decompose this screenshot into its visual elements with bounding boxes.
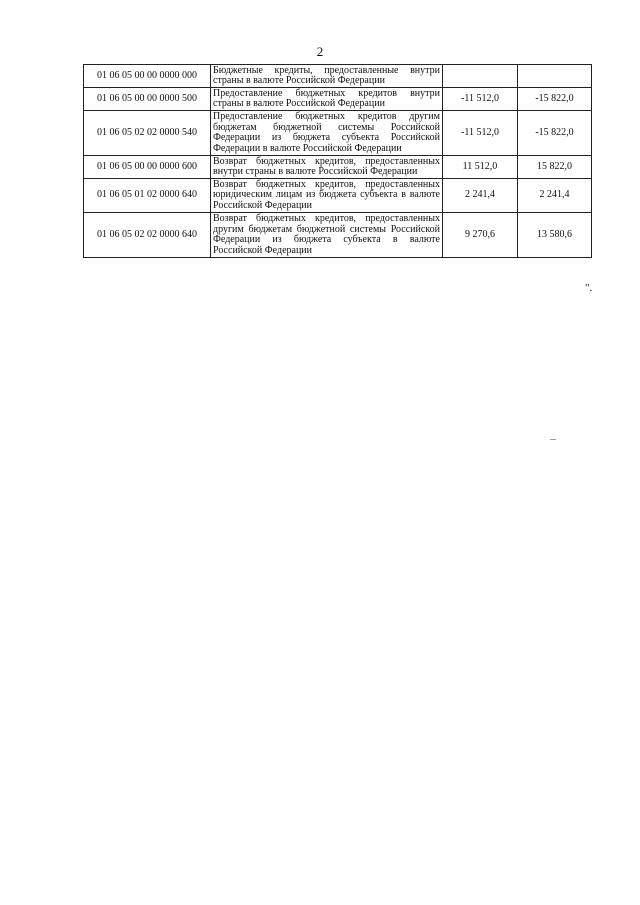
budget-classification-code: 01 06 05 00 00 0000 500 xyxy=(84,88,211,111)
amount-second-year: 2 241,4 xyxy=(518,179,592,213)
amount-second-year: -15 822,0 xyxy=(518,111,592,156)
budget-sources-table xyxy=(83,64,592,258)
amount-second-year: 13 580,6 xyxy=(518,213,592,258)
amount-second-year: -15 822,0 xyxy=(518,88,592,111)
source-name: Возврат бюджетных кредитов, предоставленных другим бюджетам бюджетной системы Российской Федерации из бюджета субъекта в валюте Российской Федерации xyxy=(211,213,443,258)
table-row xyxy=(84,111,592,156)
amount-first-year: -11 512,0 xyxy=(443,88,518,111)
source-name: Возврат бюджетных кредитов, предоставленных юридическим лицам из бюджета субъекта в валюте Российской Федерации xyxy=(211,179,443,213)
amount-first-year: 11 512,0 xyxy=(443,156,518,179)
amount-second-year: 15 822,0 xyxy=(518,156,592,179)
budget-classification-code: 01 06 05 00 00 0000 000 xyxy=(84,65,211,88)
amount-second-year xyxy=(518,65,592,88)
budget-classification-code: 01 06 05 02 02 0000 640 xyxy=(84,213,211,258)
budget-classification-code: 01 06 05 02 02 0000 540 xyxy=(84,111,211,156)
closing-quote: ". xyxy=(585,282,593,294)
budget-classification-code: 01 06 05 01 02 0000 640 xyxy=(84,179,211,213)
table-row xyxy=(84,213,592,258)
amount-first-year: 2 241,4 xyxy=(443,179,518,213)
table-row xyxy=(84,88,592,111)
amount-first-year: -11 512,0 xyxy=(443,111,518,156)
amount-first-year: 9 270,6 xyxy=(443,213,518,258)
source-name: Возврат бюджетных кредитов, предоставленных внутри страны в валюте Российской Федерации xyxy=(211,156,443,179)
table-row xyxy=(84,156,592,179)
source-name: Предоставление бюджетных кредитов другим бюджетам бюджетной системы Российской Федерации из бюджета субъекта Российской Федерации в валюте Российской Федерации xyxy=(211,111,443,156)
budget-classification-code: 01 06 05 00 00 0000 600 xyxy=(84,156,211,179)
source-name: Бюджетные кредиты, предоставленные внутри страны в валюте Российской Федерации xyxy=(211,65,443,88)
table-row xyxy=(84,179,592,213)
source-name: Предоставление бюджетных кредитов внутри страны в валюте Российской Федерации xyxy=(211,88,443,111)
scan-artifact-mark xyxy=(550,439,556,440)
table-row xyxy=(84,65,592,88)
page-number: 2 xyxy=(316,44,324,59)
amount-first-year xyxy=(443,65,518,88)
